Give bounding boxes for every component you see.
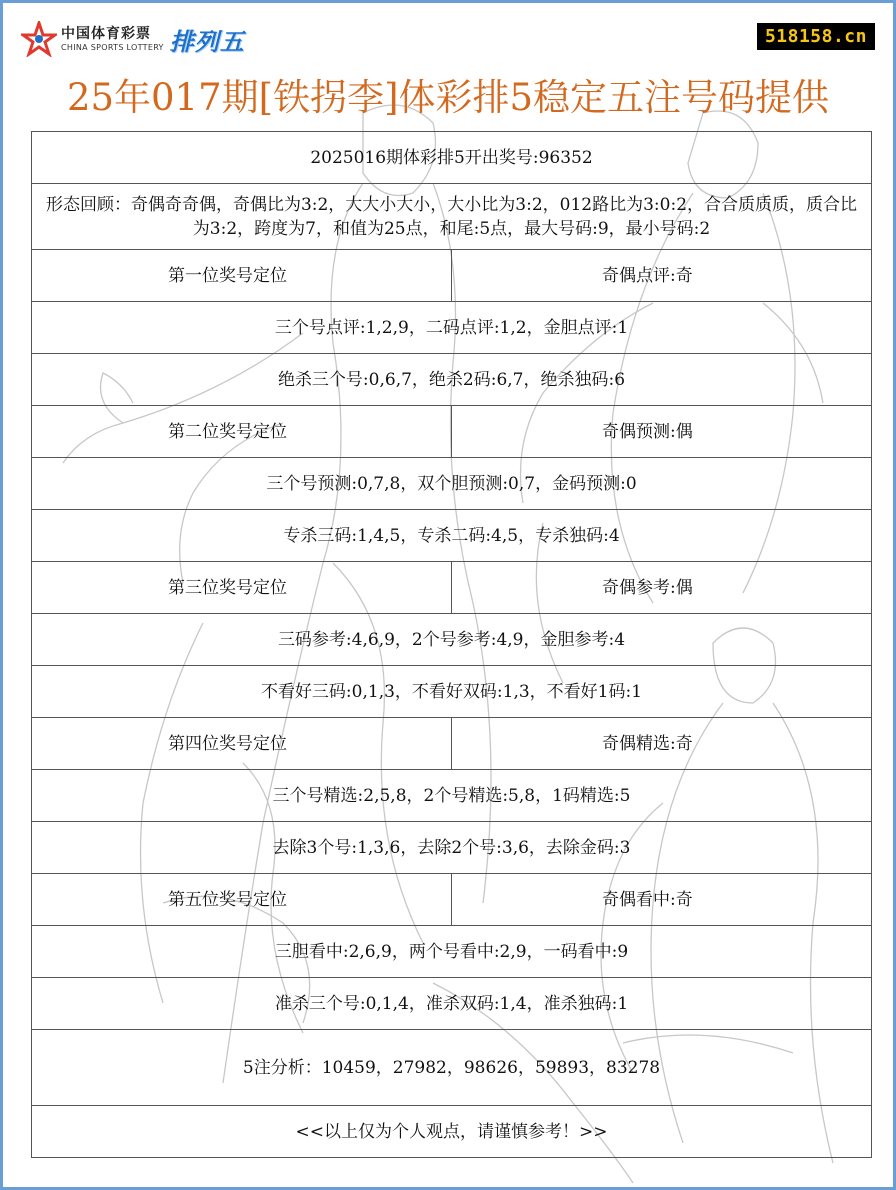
logo-cn: 中国体育彩票 <box>61 25 151 42</box>
table-row <box>32 1030 872 1106</box>
table-row <box>32 250 872 302</box>
prediction-line: 三个号预测:0,7,8，双个胆预测:0,7，金码预测:0 <box>32 458 872 510</box>
table-row <box>32 458 872 510</box>
site-badge: 518158.cn <box>757 23 875 50</box>
prediction-table <box>31 131 872 1158</box>
exclusion-line: 绝杀三个号:0,6,7，绝杀2码:6,7，绝杀独码:6 <box>32 354 872 406</box>
parity-label: 奇偶精选:奇 <box>452 718 872 770</box>
logo-en: CHINA SPORTS LOTTERY <box>61 42 164 52</box>
disclaimer: <<以上仅为个人观点，请谨慎参考！>> <box>32 1106 872 1158</box>
page-title: 25年017期[铁拐李]体彩排5稳定五注号码提供 <box>66 76 830 119</box>
position-label: 第二位奖号定位 <box>32 406 452 458</box>
table-row <box>32 562 872 614</box>
draw-result: 2025016期体彩排5开出奖号:96352 <box>32 132 872 184</box>
table-row <box>32 302 872 354</box>
position-label: 第一位奖号定位 <box>32 250 452 302</box>
table-row <box>32 770 872 822</box>
table-row <box>32 510 872 562</box>
table-row <box>32 354 872 406</box>
parity-label: 奇偶点评:奇 <box>452 250 872 302</box>
table-row <box>32 926 872 978</box>
logo-text <box>61 27 164 52</box>
exclusion-line: 去除3个号:1,3,6，去除2个号:3,6，去除金码:3 <box>32 822 872 874</box>
exclusion-line: 专杀三码:1,4,5，专杀二码:4,5，专杀独码:4 <box>32 510 872 562</box>
prediction-line: 三码参考:4,6,9，2个号参考:4,9，金胆参考:4 <box>32 614 872 666</box>
parity-label: 奇偶参考:偶 <box>452 562 872 614</box>
prediction-line: 三个号精选:2,5,8，2个号精选:5,8，1码精选:5 <box>32 770 872 822</box>
exclusion-line: 不看好三码:0,1,3，不看好双码:1,3，不看好1码:1 <box>32 666 872 718</box>
table-row <box>32 614 872 666</box>
table-row <box>32 406 872 458</box>
table-row <box>32 978 872 1030</box>
prediction-line: 三个号点评:1,2,9，二码点评:1,2，金胆点评:1 <box>32 302 872 354</box>
exclusion-line: 准杀三个号:0,1,4，准杀双码:1,4，准杀独码:1 <box>32 978 872 1030</box>
parity-label: 奇偶预测:偶 <box>452 406 872 458</box>
prediction-line: 三胆看中:2,6,9，两个号看中:2,9，一码看中:9 <box>32 926 872 978</box>
table-row <box>32 718 872 770</box>
table-row <box>32 1106 872 1158</box>
position-label: 第三位奖号定位 <box>32 562 452 614</box>
table-row <box>32 666 872 718</box>
form-review: 形态回顾：奇偶奇奇偶，奇偶比为3:2，大大小大小，大小比为3:2，012路比为3:0:2，合合质质质，质合比为3:2，跨度为7，和值为25点，和尾:5点，最大号码:9，最小号码:2 <box>32 184 872 250</box>
table-row <box>32 822 872 874</box>
five-notes: 5注分析：10459，27982，98626，59893，83278 <box>32 1030 872 1106</box>
position-label: 第四位奖号定位 <box>32 718 452 770</box>
position-label: 第五位奖号定位 <box>32 874 452 926</box>
table-row <box>32 184 872 250</box>
table-row <box>32 132 872 184</box>
parity-label: 奇偶看中:奇 <box>452 874 872 926</box>
lottery-logo <box>21 19 245 59</box>
sports-lottery-star-icon <box>21 21 57 57</box>
table-row <box>32 874 872 926</box>
logo-brand: 排列五 <box>169 27 245 56</box>
